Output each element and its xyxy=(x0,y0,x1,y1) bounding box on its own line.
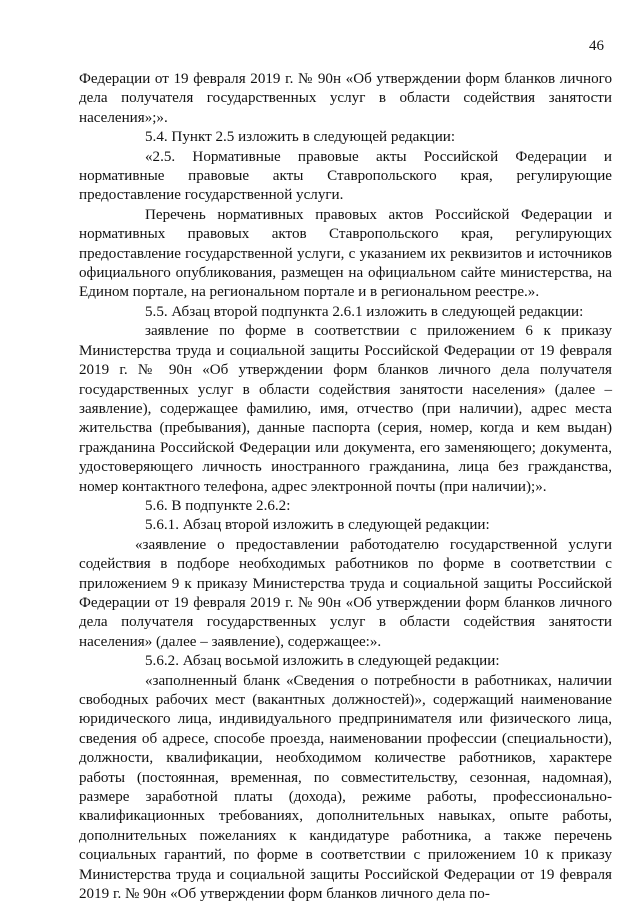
paragraph-employer-application: «заявление о предоставлении работодателю государственной услуги содействия в подборе необходимых работников по форме в соответствии с приложением 9 к приказу Министерства труда и социальной защиты Российской Федерации от 19 февраля 2019 г. № 90н «Об утверждении форм бланков личного дела получателя государственных услуг в области содействия занятости населения» (далее – заявление), содержащее:». xyxy=(79,536,612,650)
paragraph-item-5-6-2: 5.6.2. Абзац восьмой изложить в следующей редакции: xyxy=(145,653,500,670)
page-number: 46 xyxy=(589,38,604,54)
paragraph-continuation: Федерации от 19 февраля 2019 г. № 90н «Об утверждении форм бланков личного дела получателя государственных услуг в области содействия занятости населения»;». xyxy=(79,71,612,126)
document-body xyxy=(79,70,612,904)
paragraph-item-5-4: 5.4. Пункт 2.5 изложить в следующей редакции: xyxy=(145,129,456,146)
paragraph-application-form: заявление по форме в соответствии с приложением 6 к приказу Министерства труда и социальной защиты Российской Федерации от 19 февраля 2019 г. № 90н «Об утверждении форм бланков личного дела получателя государственных услуг в области содействия занятости населения» (далее – заявление), содержащее фамилию, имя, отчество (при наличии), адрес места жительства (пребывания), данные паспорта (серия, номер, когда и кем выдан) гражданина Российской Федерации или документа, его заменяющего; документа, удостоверяющего личность иностранного гражданина, лица без гражданства, номер контактного телефона, адрес электронной почты (при наличии);». xyxy=(79,323,612,495)
paragraph-filled-form: «заполненный бланк «Сведения о потребности в работниках, наличии свободных рабочих мест (вакантных должностей)», содержащий наименование юридического лица, индивидуального предпринимателя или физического лица, сведения об адресе, способе проезда, наименовании профессии (специальности), должности, квалификации, необходимом количестве работников, характере работы (постоянная, временная, по совместительству, сезонная, надомная), размере заработной платы (дохода), режиме работы, профессионально-квалификационных требованиях, дополнительных навыках, опыте работы, дополнительных пожеланиях к кандидатуре работника, а также перечень социальных гарантий, по форме в соответствии с приложением 10 к приказу Министерства труда и социальной защиты Российской Федерации от 19 февраля 2019 г. № 90н «Об утверждении форм бланков личного дела по- xyxy=(79,672,612,903)
paragraph-item-5-6: 5.6. В подпункте 2.6.2: xyxy=(145,497,291,514)
paragraph-quote-2-5: «2.5. Нормативные правовые акты Российской Федерации и нормативные правовые акты Ставропольского края, регулирующие предоставление государственной услуги. xyxy=(79,148,612,204)
paragraph-item-5-6-1: 5.6.1. Абзац второй изложить в следующей редакции: xyxy=(145,517,490,534)
paragraph-item-5-5: 5.5. Абзац второй подпункта 2.6.1 изложить в следующей редакции: xyxy=(145,303,584,320)
paragraph-list-of-acts: Перечень нормативных правовых актов Российской Федерации и нормативных правовых актов Ставропольского края, регулирующих предоставление государственной услуги, с указанием их реквизитов и источников официального опубликования, размещен на официальном сайте министерства, на Едином портале, на региональном портале и в региональном реестре.». xyxy=(79,206,612,301)
